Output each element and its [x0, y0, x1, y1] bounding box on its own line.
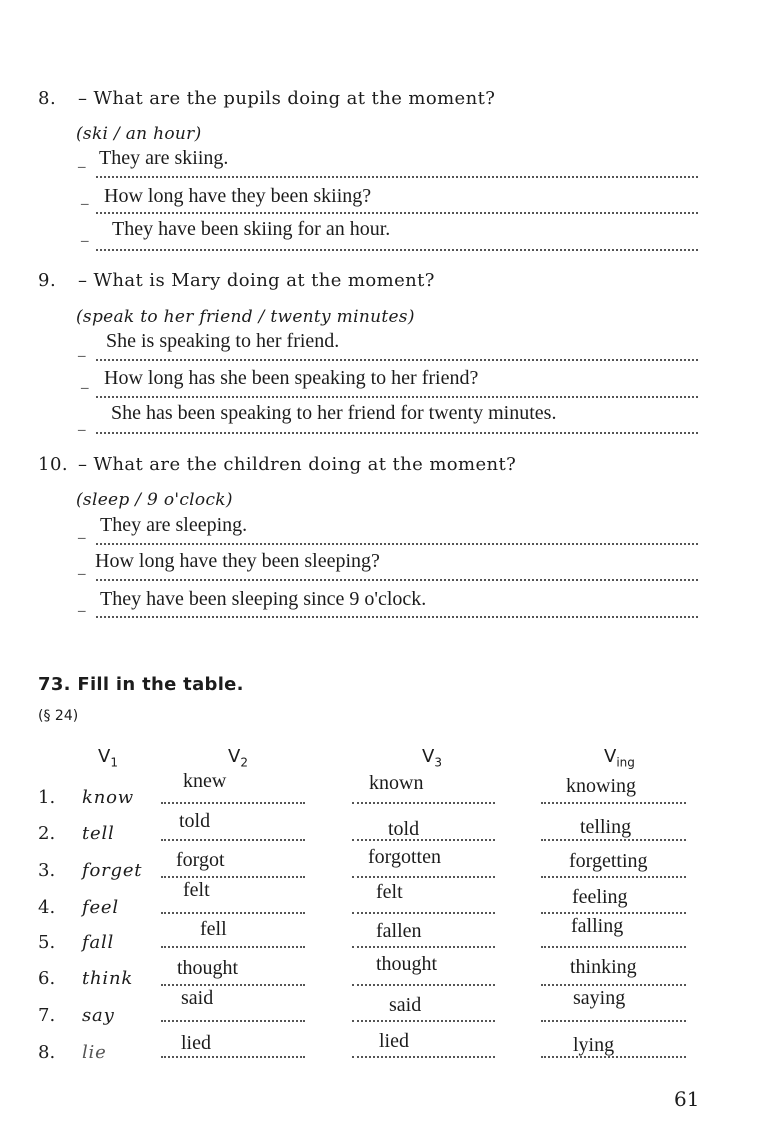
answer-line-3[interactable]: They have been sleeping since 9 o'clock. — [100, 588, 427, 610]
base-verb: feel — [82, 897, 119, 918]
ving-dotted-line — [541, 802, 686, 804]
row-number: 8. — [38, 1042, 56, 1063]
row-number: 3. — [38, 860, 56, 881]
page-number: 61 — [674, 1087, 700, 1111]
ving-dotted-line — [541, 1056, 686, 1058]
v2-answer[interactable]: knew — [183, 770, 227, 792]
dotted-line — [96, 432, 698, 434]
column-header-v1: $V_1$ — [98, 746, 118, 770]
exercise-reference: (§ 24) — [38, 708, 79, 724]
v3-dotted-line — [352, 1056, 495, 1058]
v2-dotted-line — [161, 802, 305, 804]
question-number: 10. — [38, 454, 69, 475]
exercise-title: 73. Fill in the table. — [38, 674, 244, 695]
v3-answer[interactable]: thought — [376, 953, 438, 975]
row-number: 2. — [38, 823, 56, 844]
base-verb: know — [82, 787, 134, 808]
answer-marker: _ — [78, 525, 86, 541]
v2-answer[interactable]: lied — [181, 1032, 211, 1054]
answer-marker: _ — [78, 417, 86, 433]
v3-dotted-line — [352, 1020, 495, 1022]
answer-marker: _ — [78, 154, 86, 170]
answer-marker: _ — [81, 191, 89, 207]
v2-dotted-line — [161, 1056, 305, 1058]
row-number: 1. — [38, 787, 56, 808]
ving-answer[interactable]: thinking — [570, 956, 637, 978]
question-text: – What are the children doing at the moment? — [78, 454, 517, 475]
dotted-line — [96, 396, 698, 398]
base-verb: say — [82, 1005, 115, 1026]
ving-dotted-line — [541, 1020, 686, 1022]
question-hint: (ski / an hour) — [76, 124, 202, 144]
dotted-line — [96, 616, 698, 618]
question-hint: (sleep / 9 o'clock) — [76, 490, 233, 510]
column-header-v3: $V_3$ — [422, 746, 442, 770]
v2-dotted-line — [161, 1020, 305, 1022]
v2-dotted-line — [161, 946, 305, 948]
answer-marker: _ — [78, 561, 86, 577]
v3-dotted-line — [352, 876, 495, 878]
dotted-line — [96, 359, 698, 361]
v3-dotted-line — [352, 984, 495, 986]
ving-answer[interactable]: lying — [573, 1034, 615, 1056]
answer-marker: _ — [78, 598, 86, 614]
question-text: – What are the pupils doing at the moment? — [78, 88, 496, 109]
dotted-line — [96, 176, 698, 178]
v2-dotted-line — [161, 912, 305, 914]
v3-answer[interactable]: forgotten — [368, 846, 441, 868]
v3-answer[interactable]: told — [388, 818, 420, 840]
base-verb: tell — [82, 823, 115, 844]
v3-dotted-line — [352, 912, 495, 914]
v2-answer[interactable]: felt — [183, 879, 210, 901]
v3-dotted-line — [352, 946, 495, 948]
v2-answer[interactable]: told — [179, 810, 211, 832]
dotted-line — [96, 579, 698, 581]
row-number: 6. — [38, 968, 56, 989]
v2-dotted-line — [161, 984, 305, 986]
answer-line-2[interactable]: How long has she been speaking to her friend? — [104, 367, 479, 389]
ving-answer[interactable]: telling — [580, 816, 632, 838]
answer-line-2[interactable]: How long have they been skiing? — [104, 185, 372, 207]
answer-line-2[interactable]: How long have they been sleeping? — [95, 550, 380, 572]
v3-answer[interactable]: felt — [376, 881, 403, 903]
answer-line-1[interactable]: She is speaking to her friend. — [106, 330, 340, 352]
base-verb: fall — [82, 932, 115, 953]
ving-answer[interactable]: feeling — [572, 886, 628, 908]
v2-answer[interactable]: forgot — [176, 849, 225, 871]
base-verb: think — [82, 968, 134, 989]
answer-line-1[interactable]: They are sleeping. — [100, 514, 248, 536]
ving-answer[interactable]: saying — [573, 987, 626, 1009]
column-header-v2: $V_2$ — [228, 746, 248, 770]
ving-answer[interactable]: falling — [571, 915, 624, 937]
row-number: 4. — [38, 897, 56, 918]
v2-answer[interactable]: fell — [200, 918, 227, 940]
answer-line-3[interactable]: They have been skiing for an hour. — [112, 218, 391, 240]
answer-marker: _ — [81, 375, 89, 391]
v2-answer[interactable]: said — [181, 987, 214, 1009]
base-verb: lie — [82, 1042, 107, 1063]
ving-answer[interactable]: forgetting — [569, 850, 648, 872]
row-number: 7. — [38, 1005, 56, 1026]
v3-answer[interactable]: fallen — [376, 920, 422, 942]
question-number: 9. — [38, 270, 57, 291]
column-header-ving: $V_{ing}$ — [604, 746, 635, 770]
question-number: 8. — [38, 88, 57, 109]
ving-answer[interactable]: knowing — [566, 775, 636, 797]
dotted-line — [96, 543, 698, 545]
dotted-line — [96, 249, 698, 251]
row-number: 5. — [38, 932, 56, 953]
question-text: – What is Mary doing at the moment? — [78, 270, 435, 291]
base-verb: forget — [82, 860, 143, 881]
v2-answer[interactable]: thought — [177, 957, 239, 979]
v2-dotted-line — [161, 839, 305, 841]
ving-dotted-line — [541, 946, 686, 948]
v3-answer[interactable]: said — [389, 994, 422, 1016]
v3-answer[interactable]: known — [369, 772, 424, 794]
v3-answer[interactable]: lied — [379, 1030, 409, 1052]
answer-marker: _ — [81, 228, 89, 244]
ving-dotted-line — [541, 912, 686, 914]
answer-marker: _ — [78, 343, 86, 359]
v3-dotted-line — [352, 802, 495, 804]
ving-dotted-line — [541, 984, 686, 986]
dotted-line — [96, 212, 698, 214]
v2-dotted-line — [161, 876, 305, 878]
answer-line-3[interactable]: She has been speaking to her friend for twenty minutes. — [111, 402, 557, 424]
ving-dotted-line — [541, 839, 686, 841]
ving-dotted-line — [541, 876, 686, 878]
v3-dotted-line — [352, 839, 495, 841]
answer-line-1[interactable]: They are skiing. — [99, 147, 229, 169]
question-hint: (speak to her friend / twenty minutes) — [76, 307, 415, 327]
